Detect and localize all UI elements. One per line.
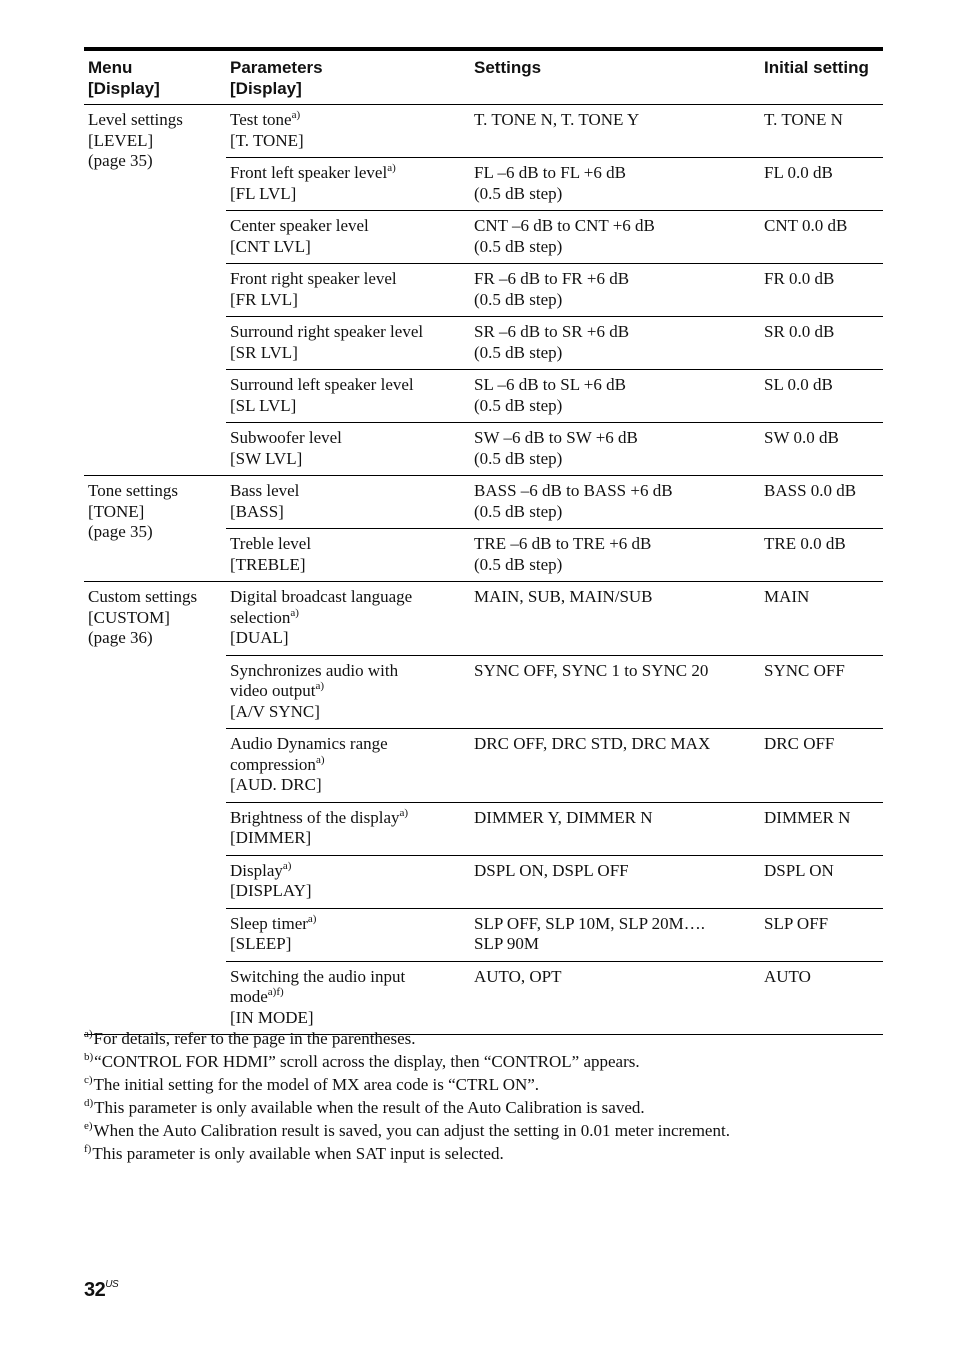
menu-line: (page 35) [88, 522, 153, 541]
parameter-line [230, 914, 466, 935]
settings-line: (0.5 dB step) [474, 554, 563, 574]
footnote-ref: a)f) [267, 986, 284, 998]
footnote [84, 1142, 884, 1165]
settings-cell [470, 211, 760, 264]
parameter-text: Display [230, 860, 283, 880]
initial-setting-cell: CNT 0.0 dB [760, 211, 883, 264]
parameter-line [230, 734, 466, 755]
table-body [84, 105, 883, 1035]
initial-setting-cell: SL 0.0 dB [760, 370, 883, 423]
footnote-ref: a) [387, 162, 396, 174]
initial-setting-cell: FR 0.0 dB [760, 264, 883, 317]
parameter-text: Treble level [230, 534, 312, 553]
parameter-cell [226, 423, 470, 476]
settings-line: SYNC OFF, SYNC 1 to SYNC 20 [474, 660, 709, 680]
settings-line: BASS –6 dB to BASS +6 dB [474, 481, 673, 500]
page-number-value: 32 [84, 1279, 106, 1301]
footnote-ref: a) [282, 859, 292, 872]
settings-cell [470, 158, 760, 211]
parameter-line [230, 375, 466, 396]
parameter-line [230, 322, 466, 343]
footnote [84, 1119, 884, 1142]
parameter-line [230, 555, 466, 576]
parameter-text: Switching the audio input [230, 966, 406, 986]
footnote-text: This parameter is only available when the result of the Auto Calibration is saved. [94, 1098, 645, 1117]
settings-line: (0.5 dB step) [474, 501, 563, 521]
initial-setting-cell: T. TONE N [760, 105, 883, 158]
settings-cell [470, 802, 760, 855]
settings-cell [470, 529, 760, 582]
parameter-line [230, 967, 466, 988]
footnote [84, 1096, 884, 1119]
header-parameters-line: [Display] [230, 79, 302, 98]
parameter-cell [226, 476, 470, 529]
initial-setting-cell: SR 0.0 dB [760, 317, 883, 370]
parameter-line [230, 502, 466, 523]
parameter-text: selection [230, 607, 291, 627]
header-parameters-line: Parameters [230, 58, 323, 77]
footnote-mark: a) [84, 1028, 93, 1040]
initial-setting-cell: SW 0.0 dB [760, 423, 883, 476]
parameter-text: mode [230, 987, 268, 1006]
initial-setting-cell: DSPL ON [760, 855, 883, 908]
page-number-suffix: US [105, 1279, 119, 1290]
parameter-text: [CNT LVL] [230, 236, 311, 256]
parameter-text: Front left speaker level [230, 163, 388, 182]
table-header-row [84, 49, 883, 105]
settings-line: FL –6 dB to FL +6 dB [474, 163, 626, 182]
parameter-cell [226, 908, 470, 961]
parameter-text: video output [230, 681, 316, 700]
menu-line: Tone settings [88, 481, 178, 500]
footnote-ref: a) [315, 680, 325, 692]
header-menu [84, 49, 226, 105]
footnote-mark: f) [84, 1143, 92, 1155]
parameter-line [230, 808, 466, 829]
settings-line: FR –6 dB to FR +6 dB [474, 269, 630, 288]
parameter-text: Brightness of the display [230, 807, 400, 827]
parameter-line [230, 343, 466, 364]
parameter-line [230, 237, 466, 258]
parameter-line [230, 881, 466, 902]
parameter-line [230, 184, 466, 205]
parameter-text: [AUD. DRC] [230, 775, 322, 794]
parameter-text: [A/V SYNC] [230, 701, 320, 721]
menu-line: [CUSTOM] [88, 607, 170, 627]
settings-line: SW –6 dB to SW +6 dB [474, 428, 638, 447]
parameter-line [230, 131, 466, 152]
footnote [84, 1073, 884, 1096]
parameter-text: [FL LVL] [230, 183, 297, 203]
parameter-line [230, 290, 466, 311]
settings-cell [470, 264, 760, 317]
parameter-cell [226, 961, 470, 1035]
settings-cell [470, 582, 760, 656]
initial-setting-cell: BASS 0.0 dB [760, 476, 883, 529]
menu-cell [84, 105, 226, 476]
menu-line: [TONE] [88, 501, 145, 521]
parameter-text: [BASS] [230, 501, 284, 521]
parameter-text: [SR LVL] [230, 342, 298, 362]
parameter-text: Center speaker level [230, 216, 369, 235]
parameter-line [230, 934, 466, 955]
parameter-text: [DUAL] [230, 628, 289, 647]
footnote [84, 1027, 884, 1050]
settings-line: (0.5 dB step) [474, 342, 563, 362]
parameter-text: Digital broadcast language [230, 587, 413, 606]
parameter-text: Bass level [230, 481, 300, 500]
menu-line: [LEVEL] [88, 130, 154, 150]
initial-setting-cell: SLP OFF [760, 908, 883, 961]
parameter-line [230, 987, 466, 1008]
parameter-line [230, 702, 466, 723]
settings-line: T. TONE N, T. TONE Y [474, 110, 640, 129]
menu-line: (page 35) [88, 151, 153, 170]
parameter-cell [226, 317, 470, 370]
settings-cell [470, 961, 760, 1035]
parameter-text: Surround right speaker level [230, 322, 424, 341]
parameter-cell [226, 529, 470, 582]
settings-line: (0.5 dB step) [474, 236, 563, 256]
settings-cell [470, 729, 760, 803]
settings-line: (0.5 dB step) [474, 183, 563, 203]
header-menu-line: [Display] [88, 79, 160, 98]
settings-line: TRE –6 dB to TRE +6 dB [474, 534, 652, 553]
parameter-line [230, 608, 466, 629]
footnote [84, 1050, 884, 1073]
menu-line: Custom settings [88, 587, 198, 606]
settings-line: SLP 90M [474, 934, 540, 953]
parameter-line [230, 587, 466, 608]
parameter-line [230, 428, 466, 449]
parameter-text: [SL LVL] [230, 395, 297, 415]
footnote-ref: a) [315, 753, 325, 766]
settings-cell [470, 655, 760, 729]
footnote-text: For details, refer to the page in the parentheses. [93, 1029, 416, 1048]
footnote-text: When the Auto Calibration result is saved, you can adjust the setting in 0.01 meter increment. [93, 1121, 730, 1140]
parameter-line [230, 534, 466, 555]
parameter-text: [FR LVL] [230, 289, 298, 309]
settings-cell [470, 908, 760, 961]
footnote-mark: b) [84, 1051, 94, 1063]
parameter-line [230, 163, 466, 184]
parameter-text: [IN MODE] [230, 1007, 314, 1027]
parameter-text: Test tone [230, 110, 292, 129]
parameter-text: [DIMMER] [230, 828, 312, 847]
settings-table [84, 47, 883, 1035]
parameter-cell [226, 211, 470, 264]
settings-line: SL –6 dB to SL +6 dB [474, 375, 626, 394]
settings-line: CNT –6 dB to CNT +6 dB [474, 216, 655, 235]
initial-setting-cell: TRE 0.0 dB [760, 529, 883, 582]
settings-cell [470, 476, 760, 529]
parameter-text: Subwoofer level [230, 428, 342, 447]
settings-line: DRC OFF, DRC STD, DRC MAX [474, 734, 711, 753]
menu-cell [84, 582, 226, 1035]
footnote-mark: c) [84, 1074, 93, 1086]
parameter-text: [DISPLAY] [230, 881, 312, 900]
initial-setting-cell: MAIN [760, 582, 883, 656]
settings-line: (0.5 dB step) [474, 289, 563, 309]
parameter-line [230, 661, 466, 682]
settings-cell [470, 423, 760, 476]
settings-line: (0.5 dB step) [474, 395, 563, 415]
parameter-text: Surround left speaker level [230, 375, 414, 394]
parameter-text: Sleep timer [230, 913, 308, 933]
table-row [84, 105, 883, 158]
initial-setting-cell: AUTO [760, 961, 883, 1035]
parameter-cell [226, 729, 470, 803]
parameter-line [230, 775, 466, 796]
header-menu-line: Menu [88, 58, 133, 77]
settings-line: (0.5 dB step) [474, 448, 563, 468]
table-row [84, 582, 883, 656]
parameter-text: [T. TONE] [230, 130, 304, 150]
parameter-text: Audio Dynamics range [230, 734, 388, 753]
parameter-cell [226, 105, 470, 158]
settings-line: SLP OFF, SLP 10M, SLP 20M…. [474, 913, 706, 933]
parameter-cell [226, 582, 470, 656]
parameter-text: [SW LVL] [230, 448, 303, 468]
menu-line: Level settings [88, 110, 183, 129]
header-parameters [226, 49, 470, 105]
initial-setting-cell: DIMMER N [760, 802, 883, 855]
settings-cell [470, 370, 760, 423]
parameter-line [230, 628, 466, 649]
parameter-cell [226, 655, 470, 729]
parameter-text: Synchronizes audio with [230, 660, 399, 680]
footnotes [84, 1027, 884, 1165]
parameter-cell [226, 802, 470, 855]
settings-cell [470, 105, 760, 158]
parameter-line [230, 828, 466, 849]
menu-line: (page 36) [88, 628, 153, 647]
settings-line: DIMMER Y, DIMMER N [474, 807, 653, 827]
parameter-line [230, 449, 466, 470]
parameter-text: Front right speaker level [230, 269, 397, 288]
settings-cell [470, 317, 760, 370]
footnote-mark: e) [84, 1120, 93, 1132]
parameter-line [230, 216, 466, 237]
parameter-line [230, 755, 466, 776]
parameter-line [230, 269, 466, 290]
parameter-cell [226, 158, 470, 211]
parameter-line [230, 1008, 466, 1029]
header-initial-setting: Initial setting [760, 49, 883, 105]
settings-line: SR –6 dB to SR +6 dB [474, 322, 630, 341]
footnote-ref: a) [290, 606, 299, 619]
menu-cell [84, 476, 226, 582]
page-number [84, 1279, 118, 1302]
parameter-text: [TREBLE] [230, 554, 306, 574]
parameter-line [230, 861, 466, 882]
footnote-text: “CONTROL FOR HDMI” scroll across the display, then “CONTROL” appears. [94, 1052, 640, 1071]
footnote-ref: a) [399, 806, 409, 819]
parameter-line [230, 481, 466, 502]
parameter-line [230, 396, 466, 417]
footnote-text: The initial setting for the model of MX area code is “CTRL ON”. [93, 1075, 540, 1094]
settings-cell [470, 855, 760, 908]
footnote-text: This parameter is only available when SAT input is selected. [92, 1144, 504, 1163]
parameter-line [230, 681, 466, 702]
initial-setting-cell: DRC OFF [760, 729, 883, 803]
parameter-cell [226, 370, 470, 423]
settings-line: MAIN, SUB, MAIN/SUB [474, 587, 653, 606]
header-settings: Settings [470, 49, 760, 105]
settings-line: DSPL ON, DSPL OFF [474, 860, 629, 880]
footnote-ref: a) [291, 109, 301, 121]
initial-setting-cell: FL 0.0 dB [760, 158, 883, 211]
table-row [84, 476, 883, 529]
parameter-cell [226, 264, 470, 317]
footnote-mark: d) [84, 1097, 94, 1109]
parameter-cell [226, 855, 470, 908]
parameter-text: compression [230, 754, 316, 774]
parameter-line [230, 110, 466, 131]
settings-line: AUTO, OPT [474, 966, 562, 986]
footnote-ref: a) [307, 912, 317, 925]
initial-setting-cell: SYNC OFF [760, 655, 883, 729]
parameter-text: [SLEEP] [230, 934, 292, 953]
